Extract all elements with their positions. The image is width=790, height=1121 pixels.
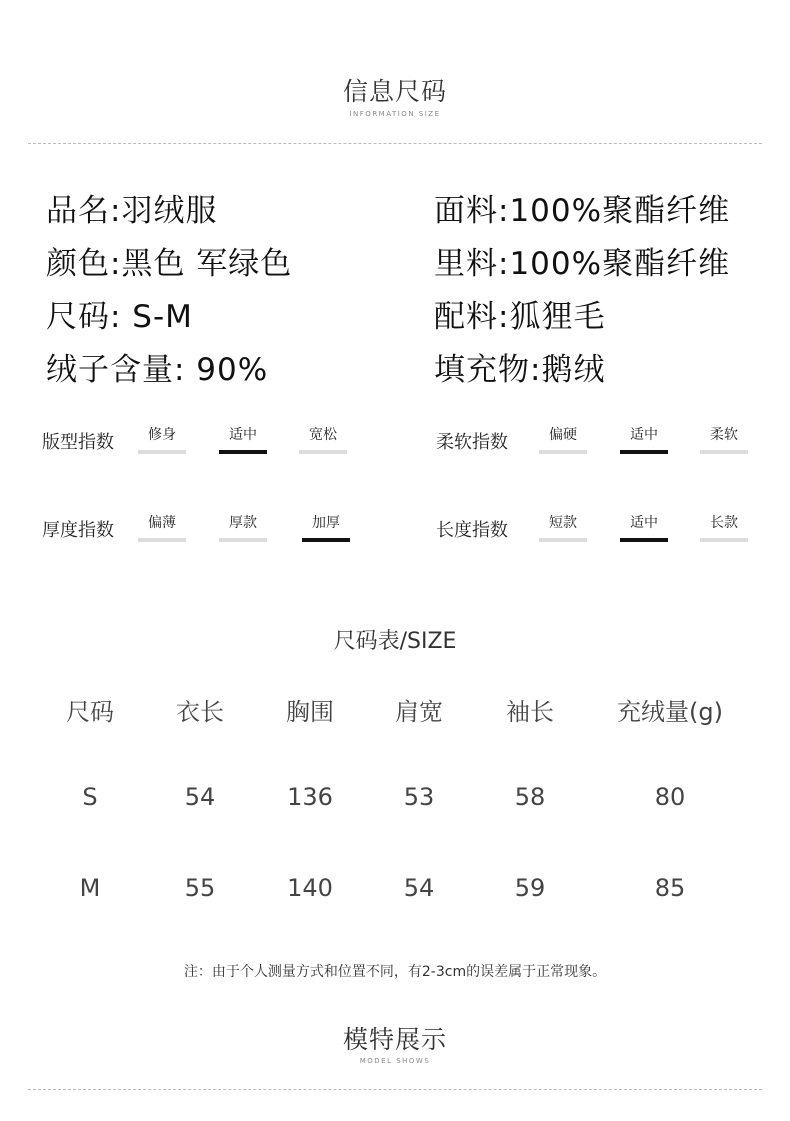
size-table-title: 尺码表/SIZE — [333, 629, 457, 654]
index-bar — [299, 450, 347, 454]
measurement-note: 注：由于个人测量方式和位置不同，有2-3cm的误差属于正常现象。 — [183, 964, 607, 980]
table-header-cell: 袖长 — [506, 698, 554, 726]
index-option: 适中 — [630, 515, 658, 531]
info-name: 品名:羽绒服 — [46, 193, 218, 229]
table-header-cell: 衣长 — [176, 698, 224, 726]
table-cell: 59 — [514, 874, 546, 902]
info-color: 颜色:黑色 军绿色 — [46, 246, 293, 282]
index-bar — [539, 538, 587, 542]
index-bar — [700, 538, 748, 542]
index-bar-selected — [219, 450, 267, 454]
index-option: 适中 — [229, 427, 257, 443]
index-bar-selected — [620, 538, 668, 542]
index-option: 宽松 — [309, 427, 337, 443]
table-cell: S — [82, 783, 98, 811]
index-option: 修身 — [148, 427, 176, 443]
dashed-divider-top — [28, 143, 762, 144]
info-lining: 里料:100%聚酯纤维 — [434, 246, 731, 282]
table-header-cell: 尺码 — [66, 698, 114, 726]
table-cell: 54 — [184, 783, 216, 811]
index-bar — [138, 450, 186, 454]
info-trim: 配料:狐狸毛 — [434, 299, 606, 335]
table-header-cell: 肩宽 — [395, 698, 443, 726]
index-option: 厚款 — [229, 515, 257, 531]
table-header-cell: 充绒量(g) — [617, 698, 723, 726]
section-title-info: 信息尺码 — [342, 77, 447, 106]
info-fabric: 面料:100%聚酯纤维 — [434, 193, 731, 229]
table-cell: 54 — [403, 874, 435, 902]
index-option: 偏硬 — [549, 427, 577, 443]
index-bar — [539, 450, 587, 454]
section-subtitle-models: MODEL SHOWS — [359, 1057, 431, 1065]
table-cell: M — [79, 874, 101, 902]
index-option: 短款 — [549, 515, 577, 531]
index-bar — [138, 538, 186, 542]
table-cell: 136 — [287, 783, 333, 811]
index-option: 柔软 — [710, 427, 738, 443]
index-bar — [700, 450, 748, 454]
dashed-divider-bottom — [28, 1089, 762, 1090]
index-option: 加厚 — [312, 515, 340, 531]
index-option: 适中 — [630, 427, 658, 443]
index-bar-selected — [620, 450, 668, 454]
index-label: 长度指数 — [436, 520, 508, 541]
table-cell: 80 — [654, 783, 686, 811]
section-subtitle-info: INFORMATION SIZE — [349, 110, 441, 118]
index-label: 厚度指数 — [42, 520, 114, 541]
index-bar-selected — [302, 538, 350, 542]
index-label: 版型指数 — [42, 432, 114, 453]
table-cell: 58 — [514, 783, 546, 811]
table-cell: 53 — [403, 783, 435, 811]
table-cell: 140 — [287, 874, 333, 902]
index-option: 偏薄 — [148, 515, 176, 531]
index-option: 长款 — [710, 515, 738, 531]
section-title-models: 模特展示 — [342, 1025, 447, 1054]
info-size: 尺码: S-M — [46, 299, 193, 335]
table-cell: 85 — [654, 874, 686, 902]
info-filling: 填充物:鹅绒 — [434, 352, 606, 388]
table-cell: 55 — [184, 874, 216, 902]
index-bar — [219, 538, 267, 542]
table-header-cell: 胸围 — [286, 698, 334, 726]
index-label: 柔软指数 — [436, 432, 508, 453]
info-down-content: 绒子含量: 90% — [46, 352, 269, 388]
